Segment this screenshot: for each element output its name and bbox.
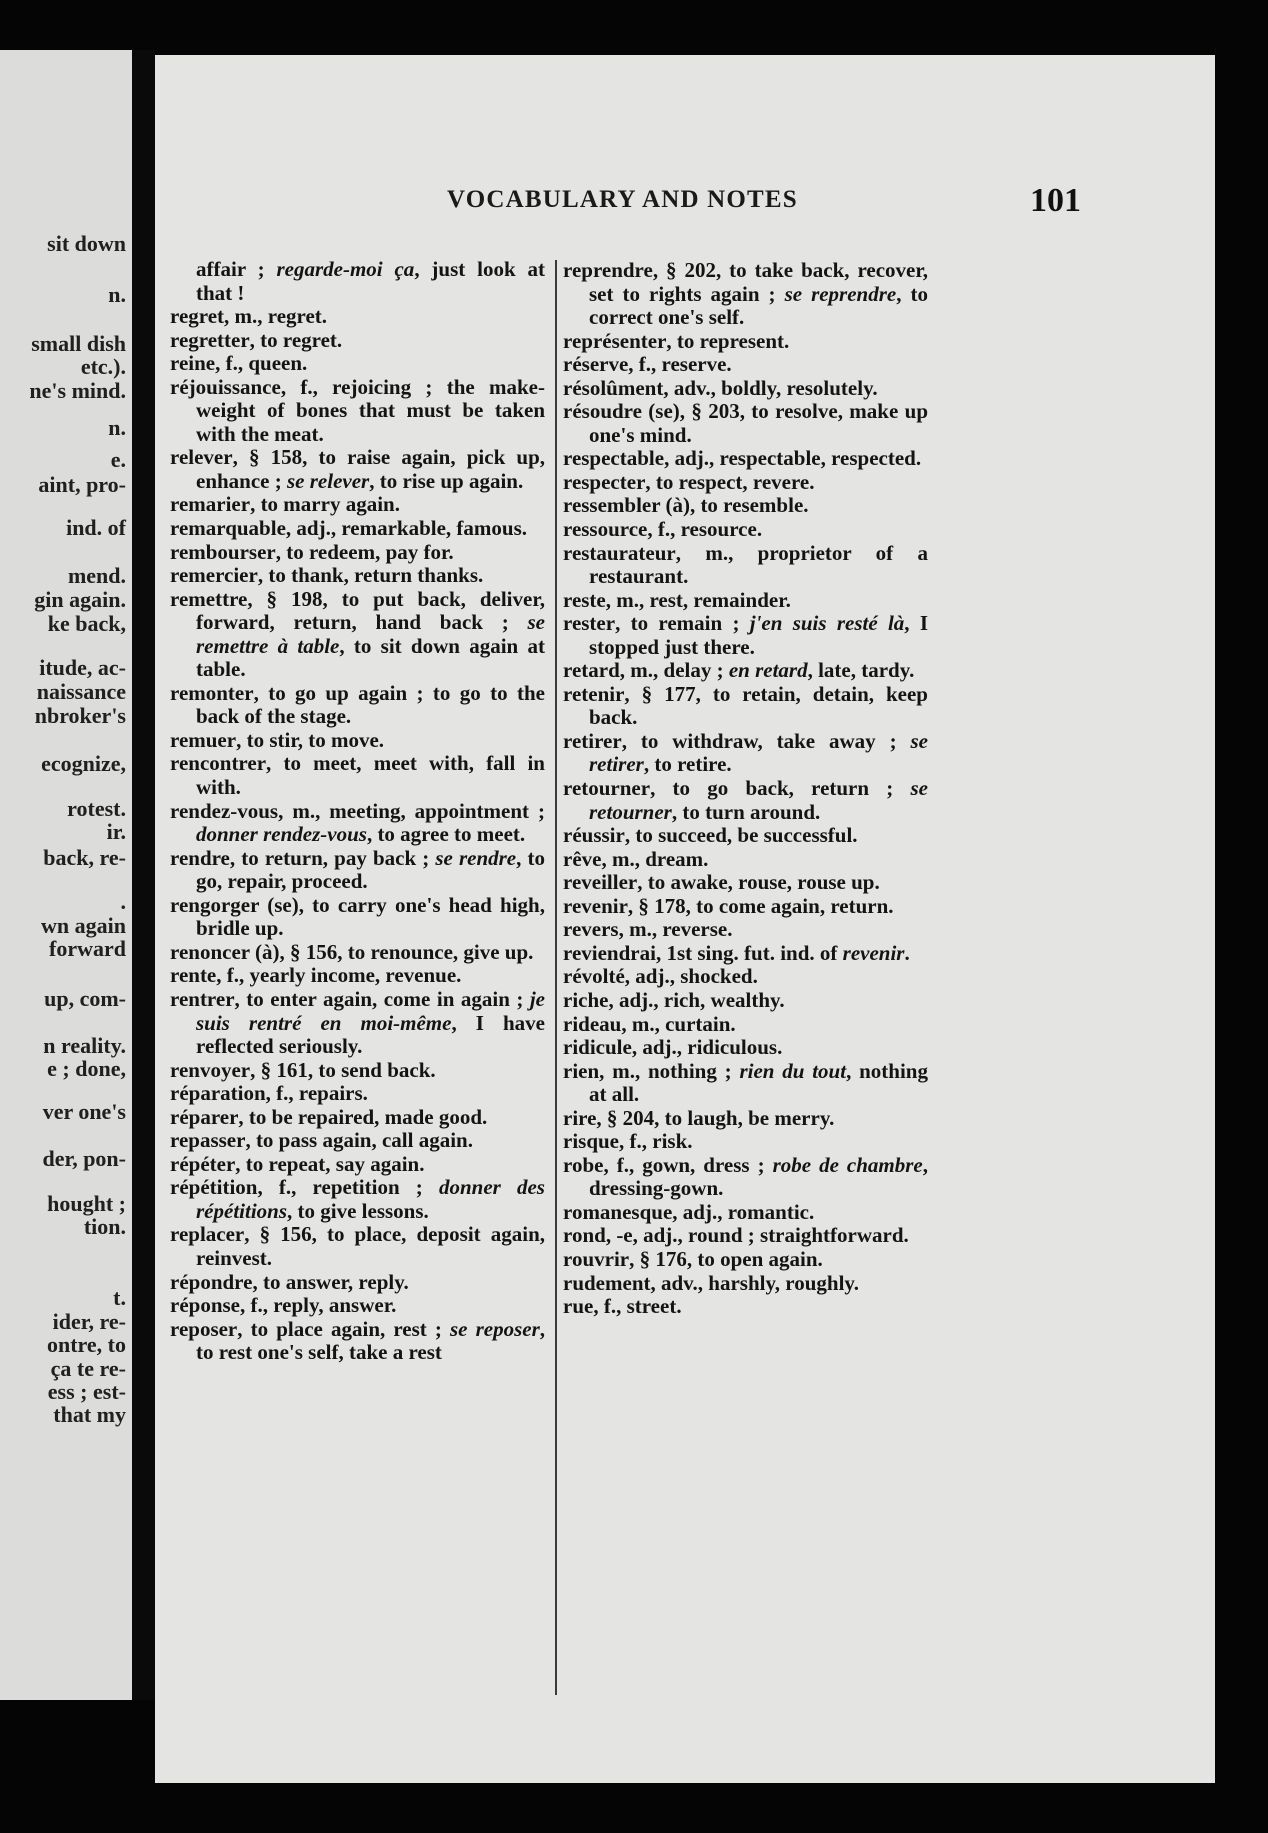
dictionary-entry: rencontrer, to meet, meet with, fall in with. bbox=[170, 751, 545, 800]
facing-page-text: ontre, to bbox=[46, 1332, 126, 1357]
dictionary-entry: rêve, m., dream. bbox=[563, 846, 709, 871]
facing-page-text: gin again. bbox=[34, 587, 126, 612]
dictionary-entry: regretter, to regret. bbox=[170, 327, 343, 352]
page-number: 101 bbox=[1030, 182, 1081, 219]
facing-page-text: naissance bbox=[36, 679, 126, 704]
dictionary-entry: reposer, to place again, rest ; se reposer, to rest one's self, take a rest bbox=[170, 1316, 545, 1365]
dictionary-entry: rente, f., yearly income, revenue. bbox=[170, 963, 462, 988]
dictionary-entry: réponse, f., reply, answer. bbox=[170, 1293, 397, 1318]
dictionary-entry: rond, -e, adj., round ; straightforward. bbox=[563, 1223, 909, 1248]
facing-page-text: ne's mind. bbox=[29, 378, 126, 403]
dictionary-entry: répétition, f., repetition ; donner des répétitions, to give lessons. bbox=[170, 1175, 545, 1223]
facing-page-text: n. bbox=[108, 415, 126, 440]
facing-page-text: itude, ac- bbox=[39, 655, 126, 680]
dictionary-entry: rudement, adv., harshly, roughly. bbox=[563, 1270, 860, 1295]
dictionary-entry: résolûment, adv., boldly, resolutely. bbox=[563, 375, 878, 400]
dictionary-entry: romanesque, adj., romantic. bbox=[563, 1199, 815, 1224]
dictionary-entry: revers, m., reverse. bbox=[563, 917, 733, 942]
facing-page-text: up, com- bbox=[44, 986, 126, 1011]
dictionary-entry: répéter, to repeat, say again. bbox=[170, 1151, 425, 1176]
dictionary-entry: rue, f., street. bbox=[563, 1294, 682, 1319]
dictionary-entry: reveiller, to awake, rouse, rouse up. bbox=[563, 870, 880, 895]
facing-page-text: that my bbox=[53, 1402, 126, 1427]
dictionary-entry: riche, adj., rich, wealthy. bbox=[563, 987, 785, 1012]
facing-page-text: n. bbox=[108, 282, 126, 307]
facing-page-text: ça te re- bbox=[50, 1356, 126, 1381]
dictionary-entry: restaurateur, m., proprietor of a restaurant. bbox=[563, 540, 928, 589]
dictionary-entry: rendez-vous, m., meeting, appointment ; donner rendez-vous, to agree to meet. bbox=[170, 798, 545, 847]
dictionary-entry: regret, m., regret. bbox=[170, 304, 328, 329]
dictionary-entry: rire, § 204, to laugh, be merry. bbox=[563, 1105, 835, 1130]
dictionary-entry: revenir, § 178, to come again, return. bbox=[563, 893, 894, 918]
dictionary-entry: résoudre (se), § 203, to resolve, make up one's mind. bbox=[563, 399, 928, 447]
dictionary-entry: réussir, to succeed, be successful. bbox=[563, 823, 858, 848]
dictionary-entry: renoncer (à), § 156, to renounce, give up. bbox=[170, 939, 534, 964]
dictionary-entry: réparation, f., repairs. bbox=[170, 1081, 368, 1106]
dictionary-entry: ressembler (à), to resemble. bbox=[563, 493, 809, 518]
dictionary-entry: repasser, to pass again, call again. bbox=[170, 1128, 473, 1153]
dictionary-entry: remuer, to stir, to move. bbox=[170, 727, 385, 752]
dictionary-entry: renvoyer, § 161, to send back. bbox=[170, 1057, 436, 1082]
dictionary-entry: ridicule, adj., ridiculous. bbox=[563, 1035, 783, 1060]
dictionary-entry: rouvrir, § 176, to open again. bbox=[563, 1246, 823, 1271]
facing-page-text: ke back, bbox=[47, 611, 126, 636]
book-gutter bbox=[132, 50, 155, 1700]
dictionary-entry: réparer, to be repaired, made good. bbox=[170, 1104, 488, 1129]
facing-page-text: n reality. bbox=[43, 1033, 126, 1058]
dictionary-entry: respecter, to respect, revere. bbox=[563, 469, 815, 494]
dictionary-entry: répondre, to answer, reply. bbox=[170, 1269, 409, 1294]
facing-page-fragment bbox=[0, 50, 132, 1700]
facing-page-text: ver one's bbox=[42, 1099, 126, 1124]
page bbox=[155, 55, 1215, 1783]
dictionary-entry: retourner, to go back, return ; se retourner, to turn around. bbox=[563, 776, 928, 824]
dictionary-entry: retirer, to withdraw, take away ; se retirer, to retire. bbox=[563, 728, 928, 777]
dictionary-entry: réjouissance, f., rejoicing ; the make-weight of bones that must be taken with the meat. bbox=[170, 374, 545, 446]
dictionary-entry: remarier, to marry again. bbox=[170, 492, 400, 517]
running-head: VOCABULARY AND NOTES bbox=[447, 186, 798, 213]
facing-page-text: sit down bbox=[47, 231, 126, 256]
dictionary-entry: retard, m., delay ; en retard, late, tardy. bbox=[563, 658, 915, 683]
facing-page-text: ess ; est- bbox=[47, 1379, 126, 1404]
facing-page-text: e. bbox=[110, 447, 126, 472]
facing-page-text: small dish bbox=[31, 331, 126, 356]
dictionary-entry: robe, f., gown, dress ; robe de chambre, dressing-gown. bbox=[563, 1152, 928, 1201]
facing-page-text: forward bbox=[49, 936, 126, 961]
dictionary-entry: rembourser, to redeem, pay for. bbox=[170, 539, 454, 564]
dictionary-entry: représenter, to represent. bbox=[563, 328, 790, 353]
left-column bbox=[170, 258, 545, 1365]
column-divider bbox=[555, 260, 557, 1695]
facing-page-text: rotest. bbox=[67, 796, 126, 821]
dictionary-entry: retenir, § 177, to retain, detain, keep back. bbox=[563, 681, 928, 730]
facing-page-text: nbroker's bbox=[34, 703, 126, 728]
facing-page-text: aint, pro- bbox=[38, 472, 126, 497]
facing-page-text: mend. bbox=[67, 563, 126, 588]
facing-page-text: ir. bbox=[106, 819, 126, 844]
dictionary-entry: replacer, § 156, to place, deposit again, reinvest. bbox=[170, 1222, 545, 1270]
dictionary-entry: rester, to remain ; j'en suis resté là, I stopped just there. bbox=[563, 611, 928, 659]
dictionary-entry: reviendrai, 1st sing. fut. ind. of revenir. bbox=[563, 940, 910, 965]
dictionary-entry: remercier, to thank, return thanks. bbox=[170, 563, 484, 588]
facing-page-text: hought ; bbox=[47, 1191, 126, 1216]
dictionary-entry: rideau, m., curtain. bbox=[563, 1011, 736, 1036]
dictionary-entry: risque, f., risk. bbox=[563, 1129, 693, 1154]
facing-page-text: etc.). bbox=[80, 354, 126, 379]
dictionary-entry: réserve, f., reserve. bbox=[563, 352, 732, 377]
dictionary-entry: ressource, f., resource. bbox=[563, 517, 763, 542]
facing-page-text: der, pon- bbox=[42, 1146, 126, 1171]
facing-page-text: back, re- bbox=[43, 845, 126, 870]
dictionary-entry: remettre, § 198, to put back, deliver, forward, return, hand back ; se remettre à table, to sit down again at table. bbox=[170, 586, 545, 682]
dictionary-entry: respectable, adj., respectable, respected. bbox=[563, 446, 922, 471]
dictionary-entry: affair ; regarde-moi ça, just look at that ! bbox=[196, 257, 545, 305]
facing-page-text: t. bbox=[113, 1285, 126, 1310]
facing-page-text: e ; done, bbox=[47, 1056, 126, 1081]
facing-page-text: wn again bbox=[41, 913, 126, 938]
dictionary-entry: reine, f., queen. bbox=[170, 351, 308, 376]
dictionary-entry: relever, § 158, to raise again, pick up, enhance ; se relever, to rise up again. bbox=[170, 445, 545, 493]
dictionary-entry: remarquable, adj., remarkable, famous. bbox=[170, 516, 527, 541]
facing-page-text: tion. bbox=[83, 1214, 126, 1239]
facing-page-text: ider, re- bbox=[52, 1309, 126, 1334]
dictionary-entry: révolté, adj., shocked. bbox=[563, 964, 758, 989]
dictionary-entry: rentrer, to enter again, come in again ; je suis rentré en moi-même, I have reflected seriously. bbox=[170, 986, 545, 1059]
dictionary-entry: reste, m., rest, remainder. bbox=[563, 587, 791, 612]
facing-page-text: ecognize, bbox=[41, 751, 126, 776]
facing-page-text: . bbox=[120, 889, 126, 914]
dictionary-entry: remonter, to go up again ; to go to the back of the stage. bbox=[170, 680, 545, 729]
dictionary-entry: rien, m., nothing ; rien du tout, nothing at all. bbox=[563, 1058, 928, 1107]
dictionary-entry: reprendre, § 202, to take back, recover, set to rights again ; se reprendre, to correct one's self. bbox=[563, 258, 928, 330]
dictionary-entry: rendre, to return, pay back ; se rendre, to go, repair, proceed. bbox=[170, 845, 545, 894]
right-column bbox=[563, 259, 928, 1319]
facing-page-text: ind. of bbox=[66, 515, 126, 540]
dictionary-entry: rengorger (se), to carry one's head high, bridle up. bbox=[170, 892, 545, 941]
